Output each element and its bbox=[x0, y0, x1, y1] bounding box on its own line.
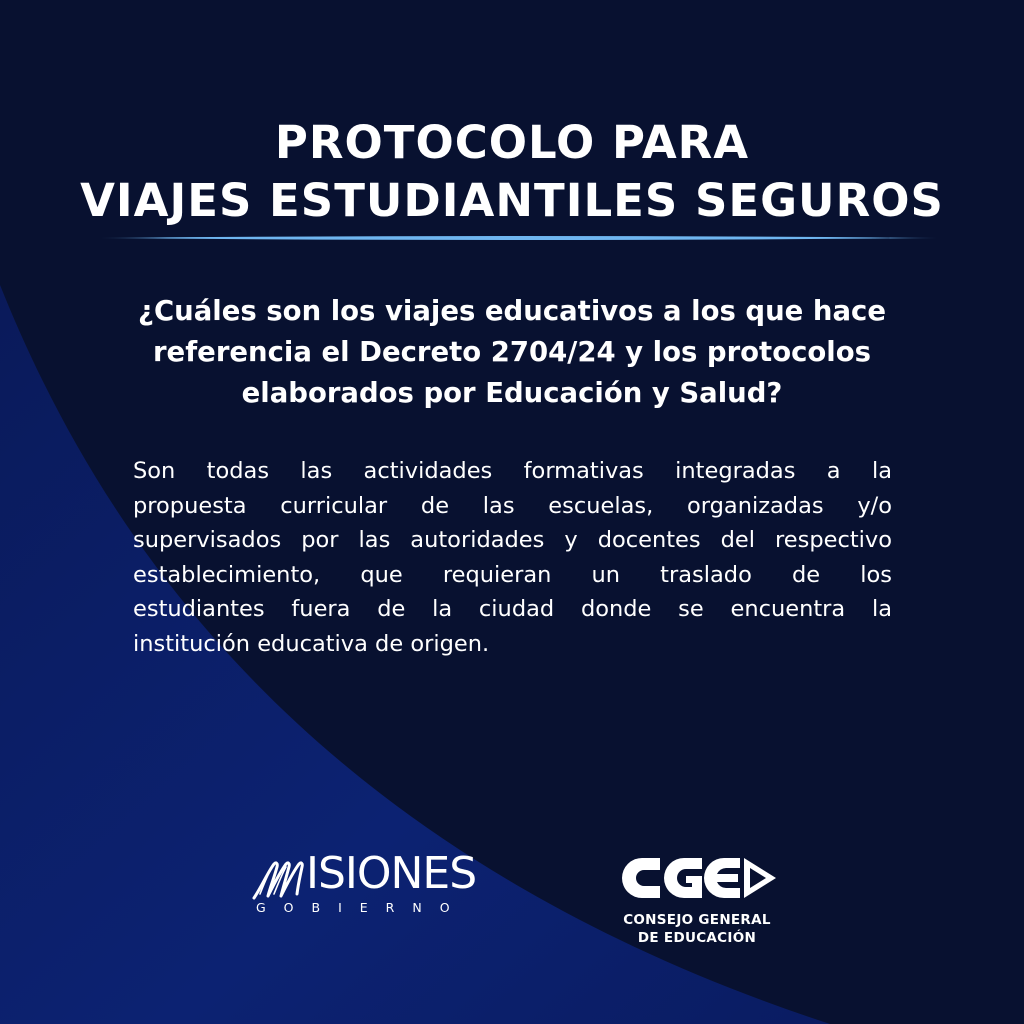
misiones-wordmark: ISIONES bbox=[306, 848, 477, 899]
title-line-2: VIAJES ESTUDIANTILES SEGUROS bbox=[80, 174, 944, 227]
question-line-1: ¿Cuáles son los viajes educativos a los que hace bbox=[138, 295, 886, 327]
cge-name-line-1: CONSEJO GENERAL bbox=[623, 912, 771, 928]
title-line-1: PROTOCOLO PARA bbox=[274, 116, 750, 169]
cge-name-line-2: DE EDUCACIÓN bbox=[637, 930, 757, 946]
question-line-2: referencia el Decreto 2704/24 y los protocolos bbox=[153, 336, 871, 368]
answer-line: estudiantes fuera de la ciudad donde se encuentra la bbox=[133, 596, 892, 622]
answer-line: propuesta curricular de las escuelas, organizadas y/o bbox=[133, 492, 892, 519]
answer-line: supervisados por las autoridades y docentes del respectivo bbox=[133, 527, 892, 553]
title-underline bbox=[100, 235, 938, 241]
answer-line: establecimiento, que requieran un traslado de los bbox=[133, 561, 892, 588]
answer-line: Son todas las actividades formativas integradas a la bbox=[133, 458, 892, 484]
question-line-3: elaborados por Educación y Salud? bbox=[241, 377, 783, 409]
cge-logo-mark-icon bbox=[620, 852, 778, 904]
cge-logo bbox=[612, 852, 782, 952]
answer-paragraph bbox=[133, 454, 892, 661]
misiones-gobierno-logo bbox=[252, 848, 492, 922]
answer-line: institución educativa de origen. bbox=[133, 630, 490, 657]
misiones-subtitle: GOBIERNO bbox=[256, 900, 468, 915]
